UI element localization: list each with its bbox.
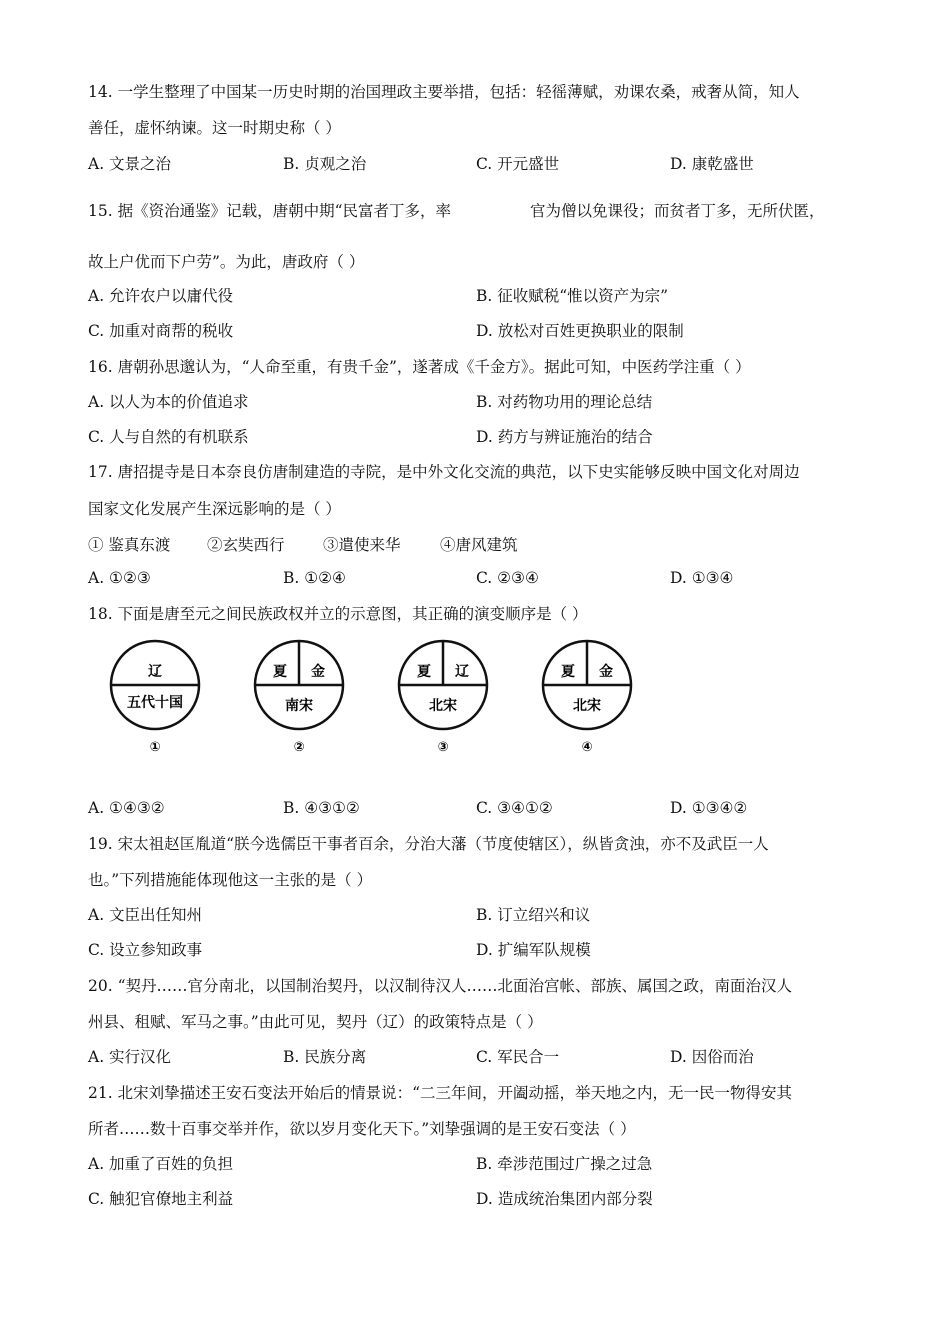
q16-option-b[interactable]: B. 对药物功用的理论总结 [476,393,653,411]
q14-stem-line1: 14. 一学生整理了中国某一历史时期的治国理政主要举措，包括：轻徭薄赋，劝课农桑，戒奢从简，知人 [88,83,800,101]
q15-option-b[interactable]: B. 征收赋税“惟以资产为宗” [476,287,669,305]
q14-option-a[interactable]: A. 文景之治 [88,155,172,173]
q17-option-b[interactable]: B. ①②④ [283,569,346,587]
q18-circle-3-top-right: 辽 [455,664,469,680]
q18-circle-2-bottom: 南宋 [285,698,313,714]
q18-circle-1-bottom: 五代十国 [127,695,183,711]
q21-option-b[interactable]: B. 牵涉范围过广操之过急 [476,1155,653,1173]
q16-option-d[interactable]: D. 药方与辨证施治的结合 [476,428,653,446]
q21-option-d[interactable]: D. 造成统治集团内部分裂 [476,1190,653,1208]
q18-option-a[interactable]: A. ①④③② [88,799,165,817]
q17-option-c[interactable]: C. ②③④ [476,569,539,587]
q14-stem-line2: 善任，虚怀纳谏。这一时期史称（ ） [88,119,341,137]
q18-circle-3-label: ③ [437,740,449,755]
q17-option-d[interactable]: D. ①③④ [670,569,734,587]
q15-option-c[interactable]: C. 加重对商帮的税收 [88,322,234,340]
q18-circle-2-top-left: 夏 [273,664,287,680]
q16-option-c[interactable]: C. 人与自然的有机联系 [88,428,249,446]
q19-stem-line2: 也。”下列措施能体现他这一主张的是（ ） [88,871,373,889]
q18-option-c[interactable]: C. ③④①② [476,799,553,817]
q18-option-d[interactable]: D. ①③④② [670,799,748,817]
q21-stem-line1: 21. 北宋刘挚描述王安石变法开始后的情景说：“二三年间，开阖动摇，举天地之内，无一民一物得安其 [88,1084,793,1102]
q18-circle-1-label: ① [149,740,161,755]
q19-stem-line1: 19. 宋太祖赵匡胤道“朕今选儒臣干事者百余，分治大藩（节度使辖区），纵皆贪浊，亦不及武臣一人 [88,835,769,853]
q19-option-d[interactable]: D. 扩编军队规模 [476,941,591,959]
q18-circle-2-top-right: 金 [311,664,325,680]
q14-option-b[interactable]: B. 贞观之治 [283,155,367,173]
q17-stem-line2: 国家文化发展产生深远影响的是（ ） [88,500,341,518]
q18-option-b[interactable]: B. ④③①② [283,799,360,817]
q18-regime-diagram [100,634,660,764]
q18-circle-4-bottom: 北宋 [573,698,601,714]
q15-option-d[interactable]: D. 放松对百姓更换职业的限制 [476,322,684,340]
q17-item-4: ④唐风建筑 [440,536,518,554]
q17-item-3: ③遣使来华 [323,536,401,554]
q18-circle-4-label: ④ [581,740,593,755]
q18-circle-3-bottom: 北宋 [429,698,457,714]
q20-option-d[interactable]: D. 因俗而治 [670,1048,754,1066]
q18-stem-line1: 18. 下面是唐至元之间民族政权并立的示意图，其正确的演变顺序是（ ） [88,605,588,623]
q21-option-a[interactable]: A. 加重了百姓的负担 [88,1155,234,1173]
q14-option-c[interactable]: C. 开元盛世 [476,155,560,173]
q18-circle-2 [255,641,343,755]
q15-option-a[interactable]: A. 允许农户以庸代役 [88,287,234,305]
q21-stem-line2: 所者……数十百事交举并作，欲以岁月变化天下。”刘挚强调的是王安石变法（ ） [88,1120,636,1138]
q18-circle-4-top-left: 夏 [561,664,575,680]
q20-stem-line1: 20. “契丹……官分南北，以国制治契丹，以汉制待汉人……北面治宫帐、部族、属国之政，南面治汉人 [88,977,793,995]
q16-option-a[interactable]: A. 以人为本的价值追求 [88,393,249,411]
q19-option-b[interactable]: B. 订立绍兴和议 [476,906,591,924]
q14-option-d[interactable]: D. 康乾盛世 [670,155,754,173]
q18-circle-2-label: ② [293,740,305,755]
q17-item-1: ① 鉴真东渡 [88,536,171,554]
q15-stem-line1a: 15. 据《资治通鉴》记载，唐朝中期“民富者丁多，率 [88,202,452,220]
q20-stem-line2: 州县、租赋、军马之事。”由此可见，契丹（辽）的政策特点是（ ） [88,1013,543,1031]
q19-option-c[interactable]: C. 设立参知政事 [88,941,203,959]
q18-circle-4 [543,641,631,755]
q18-circle-3 [399,641,487,755]
q17-item-2: ②玄奘西行 [207,536,285,554]
q18-circle-3-top-left: 夏 [417,664,431,680]
q18-circle-1-top: 辽 [148,664,162,680]
q18-circle-4-top-right: 金 [599,664,613,680]
q17-option-a[interactable]: A. ①②③ [88,569,151,587]
q15-stem-line2: 故上户优而下户劳”。为此，唐政府（ ） [88,253,365,271]
q21-option-c[interactable]: C. 触犯官僚地主利益 [88,1190,234,1208]
q20-option-a[interactable]: A. 实行汉化 [88,1048,172,1066]
q20-option-b[interactable]: B. 民族分离 [283,1048,367,1066]
q18-circle-1 [111,641,199,755]
q19-option-a[interactable]: A. 文臣出任知州 [88,906,203,924]
q15-stem-line1b: 官为僧以免课役；而贫者丁多，无所伏匿， [530,202,825,220]
q17-stem-line1: 17. 唐招提寺是日本奈良仿唐制建造的寺院，是中外文化交流的典范，以下史实能够反映中国文化对周边 [88,463,800,481]
q16-stem-line1: 16. 唐朝孙思邈认为，“人命至重，有贵千金”，遂著成《千金方》。据此可知，中医药学注重（ ） [88,358,751,376]
q20-option-c[interactable]: C. 军民合一 [476,1048,560,1066]
